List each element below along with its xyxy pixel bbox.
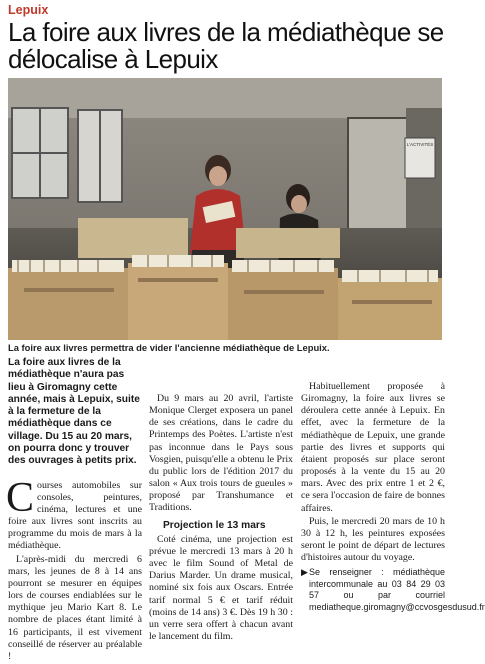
contact-text: Se renseigner : médiathèque intercommunale au 03 84 29 03 57 ou par courriel mediatheque.giromagny@ccvosgesdusud.fr [309,567,485,612]
body-paragraph: Habituellement proposée à Giromagny, la foire aux livres se déroulera cette année à Lepuix. En effet, avec la fermeture de la médiathèque de Lepuix, une grande partie des livres et supports qui étaient proposés sur place seront proposés à la vente du 15 au 20 mars. Avec des prix entre 1 et 2 €, ce sera l'occasion de faire de bonnes affaires. [301,381,445,514]
contact-info [301,567,485,613]
article-photo [8,78,442,340]
photo-caption: La foire aux livres permettra de vider l'ancienne médiathèque de Lepuix. [8,342,330,353]
drop-cap: C [6,474,35,521]
body-paragraph: Du 9 mars au 20 avril, l'artiste Monique Clerget exposera un panel de ses créations, dans le cadre du Printemps des Poètes. L'artiste n'est pas inconnue dans le Pays sous Vosgien, puisqu'elle a obtenu le Prix du public lors de l'édition 2017 du salon « Aux trois tours de gueules » proposé par Transhumance et Traditions. [149,393,293,514]
lede-paragraph: La foire aux livres de la médiathèque n'aura pas lieu à Giromagny cette année, mais à Lepuix, suite à la fermeture de la médiathèque dans ce village. Du 15 au 20 mars, on pourra donc y trouver des ouvrages à petits prix. [8,357,140,467]
arrow-icon: ▶ [301,567,308,578]
headline: La foire aux livres de la médiathèque se délocalise à Lepuix [8,17,444,74]
article-column-2 [149,357,293,644]
door-sign-text: L'ACTIVITÉS [406,142,434,147]
article-column-1 [8,357,142,664]
body-paragraph: L'après-midi du mercredi 6 mars, les jeunes de 8 à 14 ans pourront se mesurer en équipes lors de courses endiablées sur le mythique jeu Mario Kart 8. Le nombre de places étant limité à 16 participants, il est vivement conseillé de réserver au préalable ! [8,553,142,662]
body-paragraph [6,474,142,553]
body-paragraph: Coté cinéma, une projection est prévue le mercredi 13 mars à 20 h avec le film Sound of Metal de Darius Marder. Un drame musical, nominé six fois aux Oscars. Entrée tarif normal 5 € et tarif réduit (moins de 14 ans) 3 €. Dès 19 h 30 : un verre sera offert à chacun avant le lancement du film. [149,533,293,642]
article-column-3 [301,357,485,614]
subheading: Projection le 13 mars [163,519,266,531]
body-paragraph: Puis, le mercredi 20 mars de 10 h 30 à 12 h, les peintures exposées seront le point de départ de lectures d'histoires autour du voyage. [301,515,445,564]
section-kicker: Lepuix [8,3,49,17]
paragraph-text: ourses automobiles sur consoles, peintures, cinéma, lectures et une foire aux livres sont inscrits au programme du mois de mars à la médiathèque. [8,479,142,552]
